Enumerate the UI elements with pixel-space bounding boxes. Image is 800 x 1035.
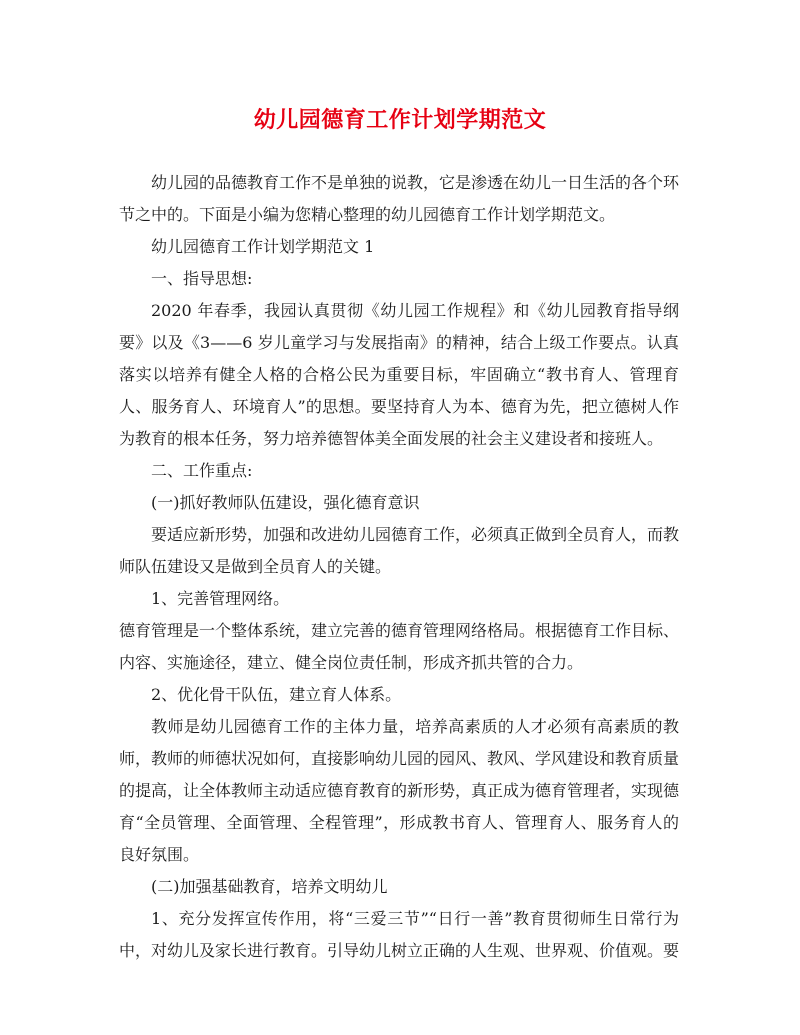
heading-guiding-ideology: 一、指导思想: (151, 269, 253, 288)
paragraph-guiding-ideology: 2020 年春季，我园认真贯彻《幼儿园工作规程》和《幼儿园教育指导纲要》以及《3——6 岁儿童学习与发展指南》的精神，结合上级工作要点。认真落实以培养有健全人格的合格公民为重要目标，牢固确立“教书育人、管理育人、服务育人、环境育人”的思想。要坚持育人为本、德育为先，把立德树人作为教育的根本任务，努力培养德智体美全面发展的社会主义建设者和接班人。 (119, 301, 679, 448)
subheading-teacher-team: (一)抓好教师队伍建设，强化德育意识 (151, 493, 420, 512)
paragraph-management-network: 德育管理是一个整体系统，建立完善的德育管理网络格局。根据德育工作目标、内容、实施途径，建立、健全岗位责任制，形成齐抓共管的合力。 (119, 621, 680, 672)
item-management-network: 1、完善管理网络。 (151, 589, 290, 608)
subheading-basic-education: (二)加强基础教育，培养文明幼儿 (151, 877, 388, 896)
paragraph-publicity: 1、充分发挥宣传作用，将“三爱三节”“日行一善”教育贯彻师生日常行为中，对幼儿及家长进行教育。引导幼儿树立正确的人生观、世界观、价值观。要 (119, 909, 680, 960)
document-body (119, 167, 679, 967)
document-title: 幼儿园德育工作计划学期范文 (253, 107, 547, 133)
paragraph-backbone-team: 教师是幼儿园德育工作的主体力量，培养高素质的人才必须有高素质的教师，教师的师德状况如何，直接影响幼儿园的园风、教风、学风建设和教育质量的提高，让全体教师主动适应德育教育的新形势，真正成为德育管理者，实现德育“全员管理、全面管理、全程管理”，形成教书育人、管理育人、服务育人的良好氛围。 (119, 717, 680, 864)
paragraph-teacher-team: 要适应新形势，加强和改进幼儿园德育工作，必须真正做到全员育人，而教师队伍建设又是做到全员育人的关键。 (119, 525, 680, 576)
heading-work-focus: 二、工作重点: (151, 461, 253, 480)
intro-paragraph: 幼儿园的品德教育工作不是单独的说教，它是渗透在幼儿一日生活的各个环节之中的。下面是小编为您精心整理的幼儿园德育工作计划学期范文。 (119, 173, 680, 224)
section-heading: 幼儿园德育工作计划学期范文 1 (151, 237, 375, 256)
item-backbone-team: 2、优化骨干队伍，建立育人体系。 (151, 685, 402, 704)
